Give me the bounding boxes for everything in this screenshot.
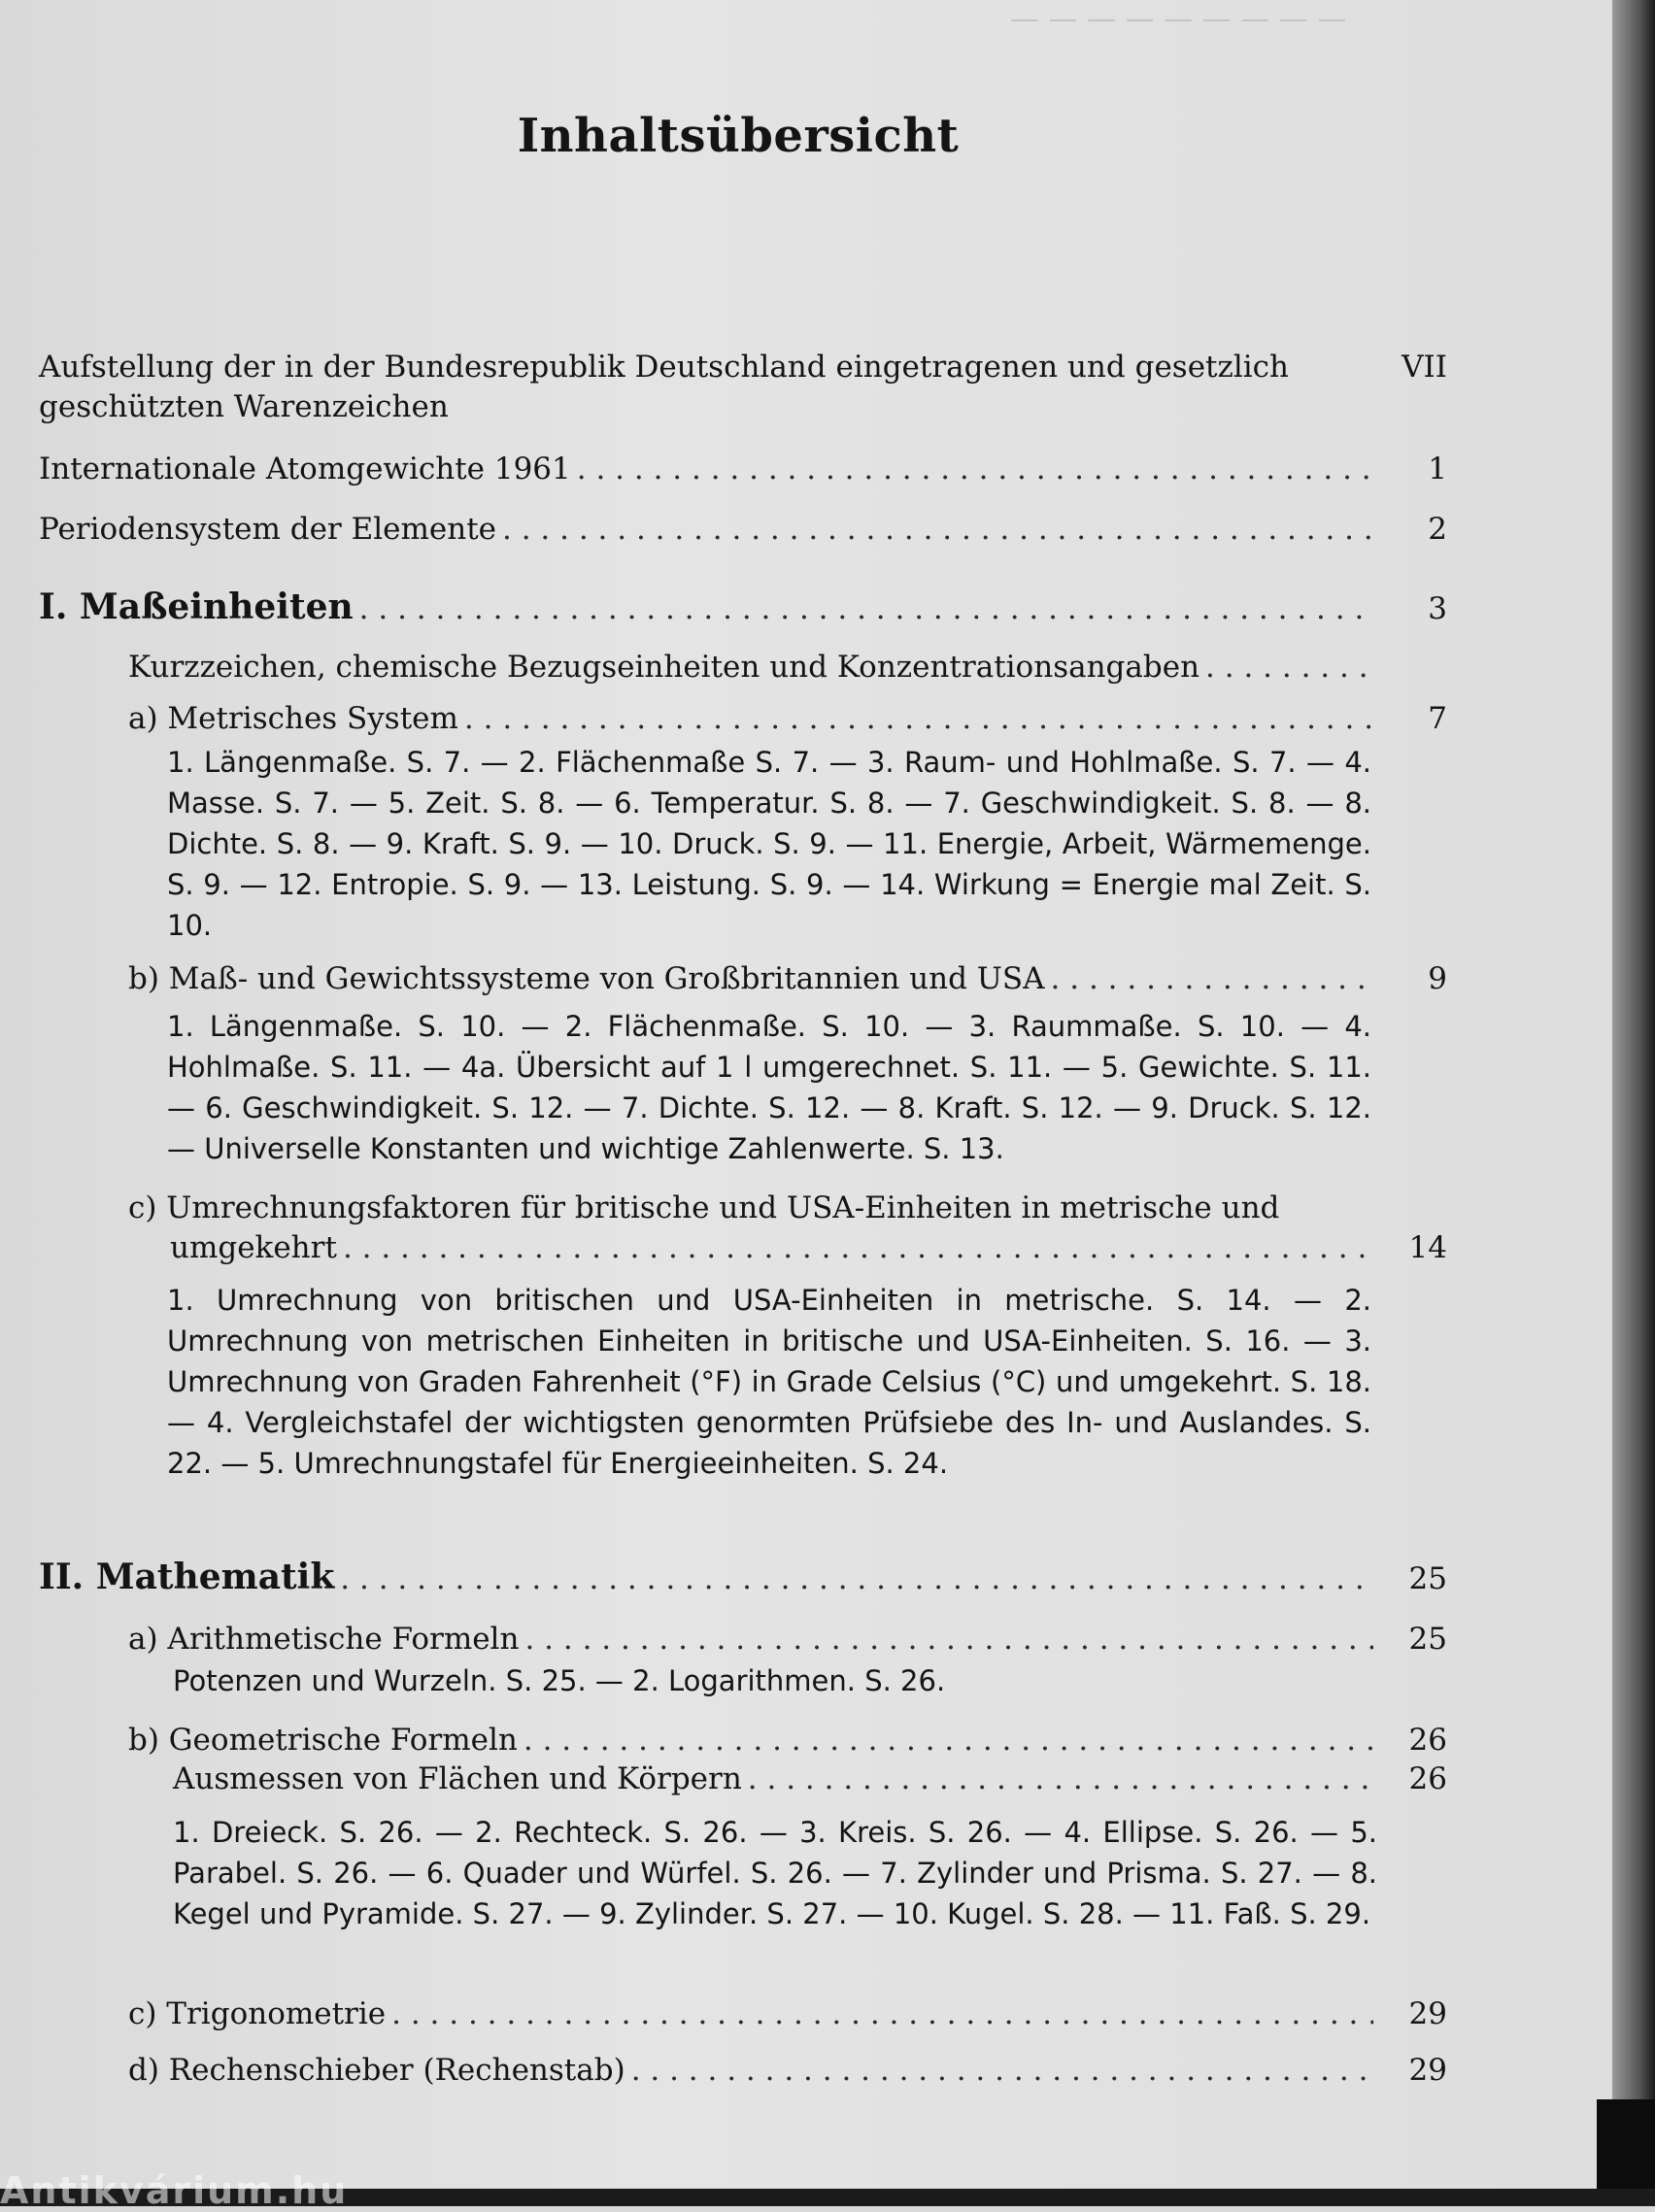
dot-leader: [1051, 959, 1373, 999]
toc-entry-page: 29: [1408, 2053, 1447, 2088]
toc-entry-umrechnungsfaktoren[interactable]: [39, 1189, 1447, 1268]
toc-entry-ausmessen[interactable]: [39, 1760, 1447, 1799]
toc-entry-page: 26: [1408, 1723, 1447, 1758]
watermark-text: Antikvárium.hu: [0, 2169, 349, 2212]
bleed-through-text: — — — — — — — — —: [1010, 2, 1347, 36]
section-title: I. Maßeinheiten: [39, 587, 354, 627]
section-page: 25: [1408, 1561, 1447, 1596]
dot-leader: [524, 1620, 1373, 1659]
toc-entry-gb-usa[interactable]: [39, 959, 1447, 999]
toc-entry-label: Ausmessen von Flächen und Körpern: [173, 1761, 742, 1796]
toc-entry-label: Kurzzeichen, chemische Bezugseinheiten und Konzentrationsangaben: [128, 650, 1200, 685]
toc-entry-geometrische-formeln[interactable]: [39, 1721, 1447, 1760]
dot-leader: [340, 1559, 1373, 1599]
dot-leader: [464, 699, 1373, 739]
toc-detail-arithmetische-formeln: Potenzen und Wurzeln. S. 25. — 2. Logarithmen. S. 26.: [173, 1664, 946, 1697]
toc-entry-label: c) Trigonometrie: [128, 1996, 387, 2031]
toc-entry-label: a) Arithmetische Formeln: [128, 1622, 520, 1657]
toc-entry-label: Aufstellung der in der Bundesrepublik Deutschland eingetragenen und gesetzlich geschützten Warenzeichen: [39, 350, 1289, 424]
toc-entry-periodensystem[interactable]: [39, 510, 1447, 550]
toc-detail-geometrische-formeln: 1. Dreieck. S. 26. — 2. Rechteck. S. 26. — 3. Kreis. S. 26. — 4. Ellipse. S. 26. — 5. Parabel. S. 26. — 6. Quader und Würfel. S. 26. — 7. Zylinder und Prisma. S. 27. — 8. Kegel und Pyramide. S. 27. — 9. Zylinder. S. 27. — 10. Kugel. S. 28. — 11. Faß. S. 29.: [173, 1816, 1377, 1930]
dot-leader: [1205, 648, 1373, 687]
toc-entry-metrisches-system[interactable]: [39, 699, 1447, 739]
dot-leader: [359, 589, 1373, 629]
toc-section-masseinheiten[interactable]: [39, 587, 1447, 629]
toc-entry-atomgewichte[interactable]: [39, 450, 1447, 489]
toc-entry-page: 14: [1408, 1230, 1447, 1265]
section-title: II. Mathematik: [39, 1557, 335, 1597]
toc-detail-metrisches-system: 1. Längenmaße. S. 7. — 2. Flächenmaße S. 7. — 3. Raum- und Hohlmaße. S. 7. — 4. Masse. S. 7. — 5. Zeit. S. 8. — 6. Temperatur. S. 8. — 7. Geschwindigkeit. S. 8. — 8. Dichte. S. 8. — 9. Kraft. S. 9. — 10. Druck. S. 9. — 11. Energie, Arbeit, Wärmemenge. S. 9. — 12. Entropie. S. 9. — 13. Leistung. S. 9. — 14. Wirkung = Energie mal Zeit. S. 10.: [167, 746, 1371, 942]
toc-entry-page: 29: [1408, 1996, 1447, 2031]
toc-entry-arithmetische-formeln[interactable]: [39, 1620, 1447, 1659]
toc-entry-label: c) Umrechnungsfaktoren für britische und USA-Einheiten in metrische und: [128, 1190, 1280, 1225]
toc-entry-page: 26: [1408, 1761, 1447, 1796]
toc-entry-label-cont: umgekehrt: [170, 1230, 337, 1265]
toc-entry-warenzeichen[interactable]: [39, 348, 1447, 427]
dot-leader: [577, 450, 1373, 489]
toc-entry-rechenschieber[interactable]: [39, 2051, 1447, 2091]
toc-detail-umrechnungsfaktoren: 1. Umrechnung von britischen und USA-Einheiten in metrische. S. 14. — 2. Umrechnung von metrischen Einheiten in britische und USA-Einheiten. S. 16. — 3. Umrechnung von Graden Fahrenheit (°F) in Grade Celsius (°C) und umgekehrt. S. 18. — 4. Vergleichstafel der wichtigsten genormten Prüfsiebe des In- und Auslandes. S. 22. — 5. Umrechnungstafel für Energieeinheiten. S. 24.: [167, 1284, 1371, 1480]
toc-entry-label: Internationale Atomgewichte 1961: [39, 452, 571, 486]
section-page: 3: [1428, 591, 1447, 626]
toc-entry-label: b) Maß- und Gewichtssysteme von Großbritannien und USA: [128, 961, 1045, 996]
dot-leader: [748, 1760, 1373, 1799]
toc-entry-label: a) Metrisches System: [128, 701, 458, 736]
dot-leader: [502, 510, 1373, 550]
dot-leader: [391, 1994, 1373, 2034]
toc-entry-page: VII: [1402, 350, 1447, 385]
toc-entry-kurzzeichen[interactable]: [39, 648, 1447, 687]
dot-leader: [631, 2051, 1373, 2091]
dot-leader: [524, 1721, 1373, 1760]
page-title: Inhaltsübersicht: [517, 109, 960, 163]
toc-entry-page: 25: [1408, 1622, 1447, 1657]
dot-leader: [343, 1228, 1373, 1268]
toc-entry-page: 7: [1428, 701, 1447, 736]
toc-entry-label: b) Geometrische Formeln: [128, 1723, 518, 1758]
toc-entry-label: d) Rechenschieber (Rechenstab): [128, 2053, 625, 2088]
toc-detail-gb-usa: 1. Längenmaße. S. 10. — 2. Flächenmaße. S. 10. — 3. Raummaße. S. 10. — 4. Hohlmaße. S. 11. — 4a. Übersicht auf 1 l umgerechnet. S. 11. — 5. Gewichte. S. 11. — 6. Geschwindigkeit. S. 12. — 7. Dichte. S. 12. — 8. Kraft. S. 12. — 9. Druck. S. 12. — Universelle Konstanten und wichtige Zahlenwerte. S. 13.: [167, 1010, 1371, 1165]
toc-entry-label: Periodensystem der Elemente: [39, 512, 497, 547]
toc-entry-trigonometrie[interactable]: [39, 1994, 1447, 2034]
toc-section-mathematik[interactable]: [39, 1558, 1447, 1599]
toc-entry-page: 2: [1428, 512, 1447, 547]
book-binding-edge: [1612, 0, 1655, 2206]
toc-entry-page: 9: [1428, 961, 1447, 996]
toc-entry-page: 1: [1428, 452, 1447, 486]
